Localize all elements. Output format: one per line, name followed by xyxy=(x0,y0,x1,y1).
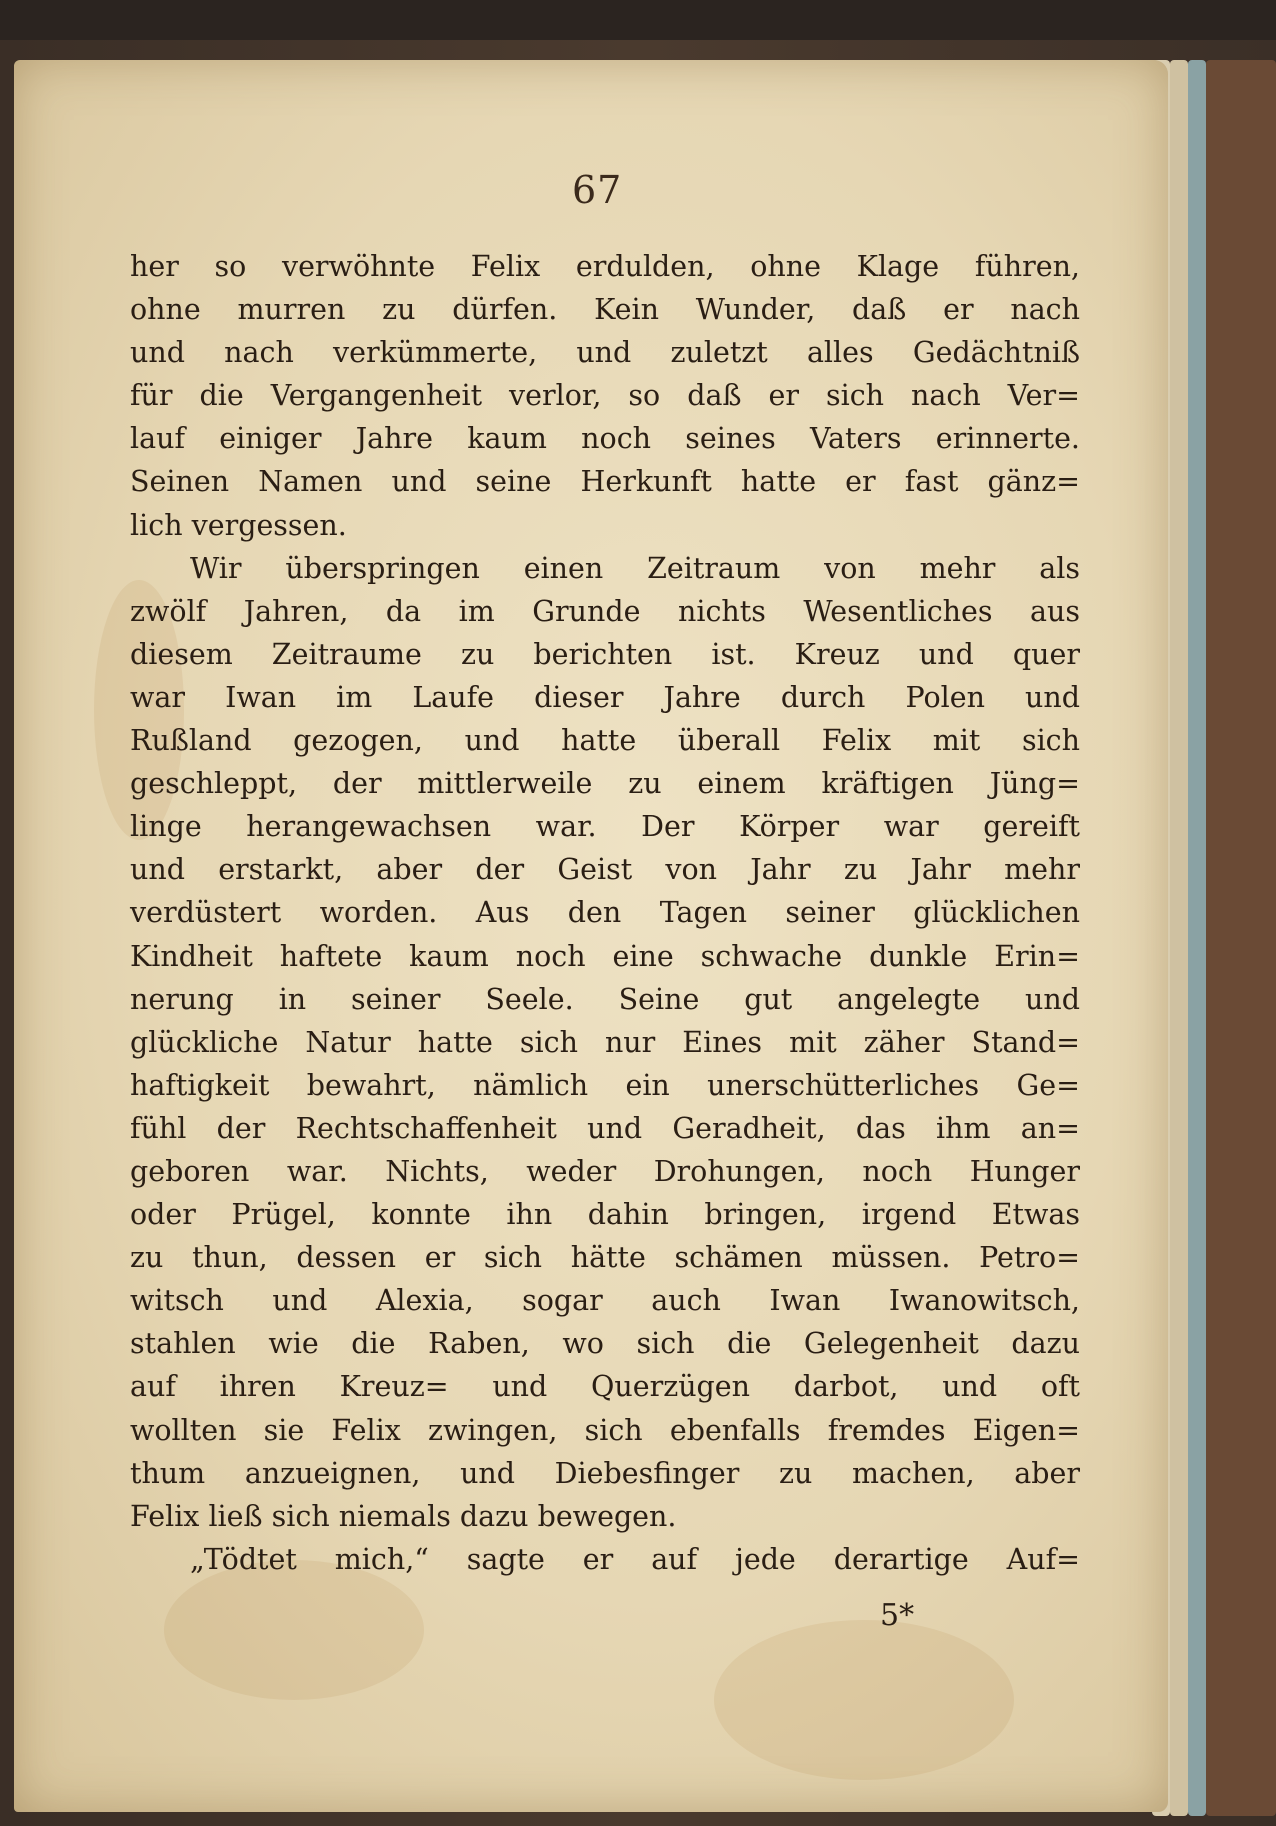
paper-stain xyxy=(714,1620,1014,1780)
text-line: Rußland gezogen, und hatte überall Felix mit sich xyxy=(130,724,1080,758)
page-edge xyxy=(1188,60,1206,1816)
text-line: thum anzueignen, und Diebesfinger zu machen, aber xyxy=(130,1456,1080,1490)
text-line: geboren war. Nichts, weder Drohungen, noch Hunger xyxy=(130,1154,1080,1188)
cover-spine-edge xyxy=(1206,60,1276,1816)
text-line: witsch und Alexia, sogar auch Iwan Iwanowitsch, xyxy=(130,1284,1080,1318)
text-line: auf ihren Kreuz= und Querzügen darbot, und oft xyxy=(130,1370,1080,1404)
text-line: und nach verkümmerte, und zuletzt alles Gedächtniß xyxy=(130,336,1080,370)
text-line: verdüstert worden. Aus den Tagen seiner glücklichen xyxy=(130,896,1080,930)
paper-stain xyxy=(164,1560,424,1700)
text-line: wollten sie Felix zwingen, sich ebenfalls fremdes Eigen= xyxy=(130,1413,1080,1447)
text-line: fühl der Rechtschaffenheit und Geradheit, das ihm an= xyxy=(130,1111,1080,1145)
text-line: Felix ließ sich niemals dazu bewegen. xyxy=(130,1499,677,1533)
text-line: nerung in seiner Seele. Seine gut angelegte und xyxy=(130,982,1080,1016)
text-line: her so verwöhnte Felix erdulden, ohne Klage führen, xyxy=(130,250,1080,283)
text-line: linge herangewachsen war. Der Körper war gereift xyxy=(130,810,1080,844)
text-line: stahlen wie die Raben, wo sich die Gelegenheit dazu xyxy=(130,1327,1080,1361)
page-number: 67 xyxy=(572,168,623,212)
text-line: „Tödtet mich,“ sagte er auf jede derartige Auf= xyxy=(190,1542,1080,1576)
text-line: und erstarkt, aber der Geist von Jahr zu Jahr mehr xyxy=(130,853,1080,887)
text-line: oder Prügel, konnte ihn dahin bringen, irgend Etwas xyxy=(130,1198,1080,1232)
page-edge xyxy=(1170,60,1188,1816)
text-line: Seinen Namen und seine Herkunft hatte er fast gänz= xyxy=(130,465,1080,499)
text-line: lauf einiger Jahre kaum noch seines Vaters erinnerte. xyxy=(130,422,1080,456)
text-line: zwölf Jahren, da im Grunde nichts Wesentliches aus xyxy=(130,594,1080,628)
text-line: haftigkeit bewahrt, nämlich ein unerschütterliches Ge= xyxy=(130,1068,1080,1102)
text-line: Kindheit haftete kaum noch eine schwache dunkle Erin= xyxy=(130,939,1080,973)
text-line: für die Vergangenheit verlor, so daß er sich nach Ver= xyxy=(130,379,1080,413)
text-line: war Iwan im Laufe dieser Jahre durch Polen und xyxy=(130,680,1080,714)
text-line: zu thun, dessen er sich hätte schämen müssen. Petro= xyxy=(130,1241,1080,1275)
text-line: Wir überspringen einen Zeitraum von mehr als xyxy=(190,551,1080,585)
body-text xyxy=(130,245,1080,1581)
text-line: ohne murren zu dürfen. Kein Wunder, daß er nach xyxy=(130,293,1080,327)
text-line: glückliche Natur hatte sich nur Eines mit zäher Stand= xyxy=(130,1025,1080,1059)
text-line: lich vergessen. xyxy=(130,508,347,542)
text-line: diesem Zeitraume zu berichten ist. Kreuz und quer xyxy=(130,637,1080,671)
text-line: geschleppt, der mittlerweile zu einem kräftigen Jüng= xyxy=(130,767,1080,801)
signature-mark: 5* xyxy=(880,1598,915,1633)
